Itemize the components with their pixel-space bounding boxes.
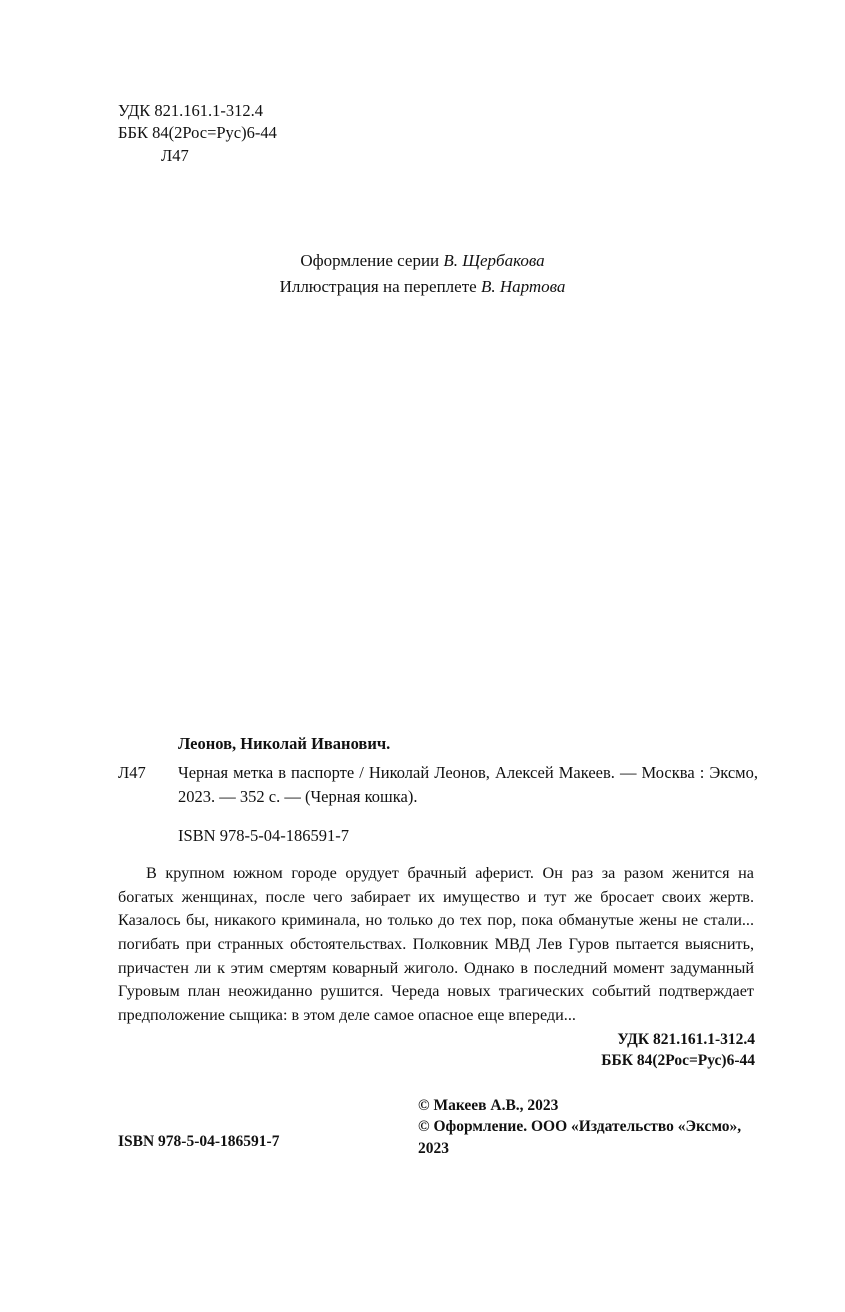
biblio-author: Леонов, Николай Иванович.	[178, 734, 391, 753]
copyright-author: © Макеев А.В., 2023	[418, 1097, 559, 1114]
biblio-shelf-mark: Л47	[118, 763, 146, 783]
classification-block	[118, 100, 277, 167]
series-design-credit	[0, 248, 845, 274]
bbk-code-bottom: ББК 84(2Рос=Рус)6-44	[601, 1051, 755, 1069]
isbn-main: ISBN 978-5-04-186591-7	[178, 826, 349, 846]
series-design-name: В. Щербакова	[443, 251, 545, 270]
udk-code: УДК 821.161.1-312.4	[118, 101, 264, 120]
cover-illustration-credit	[0, 274, 845, 300]
bbk-code: ББК 84(2Рос=Рус)6-44	[118, 123, 277, 143]
credits-block	[0, 248, 845, 301]
biblio-record-text: Черная метка в паспорте / Николай Леонов, Алексей Макеев. — Москва : Эксмо, 2023. — 352 с. — (Черная кошка).	[178, 763, 758, 806]
bibliographic-record	[118, 732, 758, 848]
cover-illustration-name: В. Нартова	[480, 277, 566, 297]
classification-block-bottom	[601, 1030, 755, 1072]
udk-code-bottom: УДК 821.161.1-312.4	[617, 1031, 755, 1048]
shelf-mark: Л47	[161, 145, 189, 165]
copyright-publisher: © Оформление. ООО «Издательство «Эксмо», 2023	[418, 1118, 742, 1157]
copyright-block	[418, 1095, 764, 1159]
biblio-record-row	[118, 761, 758, 808]
cover-illustration-label: Иллюстрация на переплете	[279, 277, 481, 297]
annotation-text: В крупном южном городе орудует брачный аферист. Он раз за разом женится на богатых женщинах, после чего забирает их имущество и тут же бросает своих жертв. Казалось бы, никакого криминала, но только до тех пор, пока обманутые жены не стали... погибать при странных обстоятельствах. Полковник МВД Лев Гуров пытается выяснить, причастен ли к этим смертям коварный жиголо. Однако в последний момент задуманный Гуровым план неожиданно рушится. Череда новых трагических событий подтверждает предположение сыщика: в этом деле самое опасное еще впереди...	[118, 864, 754, 1024]
annotation-block	[118, 862, 754, 1028]
isbn-bottom: ISBN 978-5-04-186591-7	[118, 1133, 280, 1150]
series-design-label: Оформление серии	[300, 251, 444, 270]
